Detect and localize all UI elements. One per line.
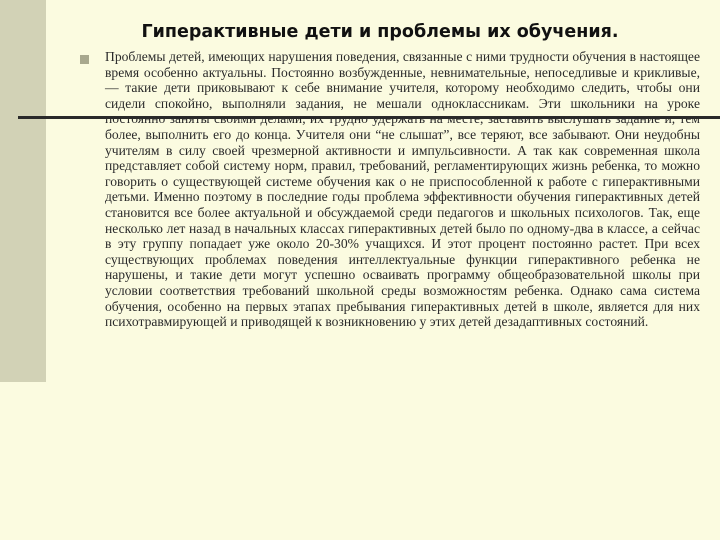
horizontal-rule bbox=[18, 116, 720, 119]
left-sidebar-band bbox=[0, 0, 46, 382]
slide-title: Гиперактивные дети и проблемы их обучения. bbox=[141, 22, 619, 42]
slide-body-text: Проблемы детей, имеющих нарушения поведения, связанные с ними трудности обучения в настоящее время особенно актуальны. Постоянно возбужденные, невнимательные, непоседливые и крикливые, — такие дети приковывают к себе внимание учителя, которому необходимо следить, чтобы они сидели спокойно, выполняли задания, не мешали одноклассникам. Эти школьники на уроке более, выполнить его до конца. Учителя они “не слышат”, все теряют, все забывают. Они неудобны учителям в силу своей чрезмерной активности и импульсивности. А так как современная школа представляет собой систему норм, правил, требований, регламентирующих жизнь ребенка, то можно говорить о существующей системе обучения как о не приспособленной к работе с гиперактивными детьми. Именно поэтому в последние годы проблема эффективности обучения гиперактивных детей становится все более актуальной и обсуждаемой среди педагогов и школьных психологов. Так, еще несколько лет назад в начальных классах гиперактивных детей было по одному-два в классе, а сейчас в эту группу попадает уже около 20-30% учащихся. И этот процент постоянно растет. При всех существующих проблемах поведения интеллектуальные функции гиперактивного ребенка не нарушены, и такие дети могут успешно осваивать программу общеобразовательной школы при условии соответствия требований школьной среды возможностям ребенка. Однако сама система обучения, особенно на первых этапах пребывания гиперактивных детей в школе, является для них психотравмирующей и приводящей к возникновению у этих детей дезадаптивных состояний. bbox=[105, 49, 700, 330]
square-bullet-icon bbox=[80, 55, 89, 64]
